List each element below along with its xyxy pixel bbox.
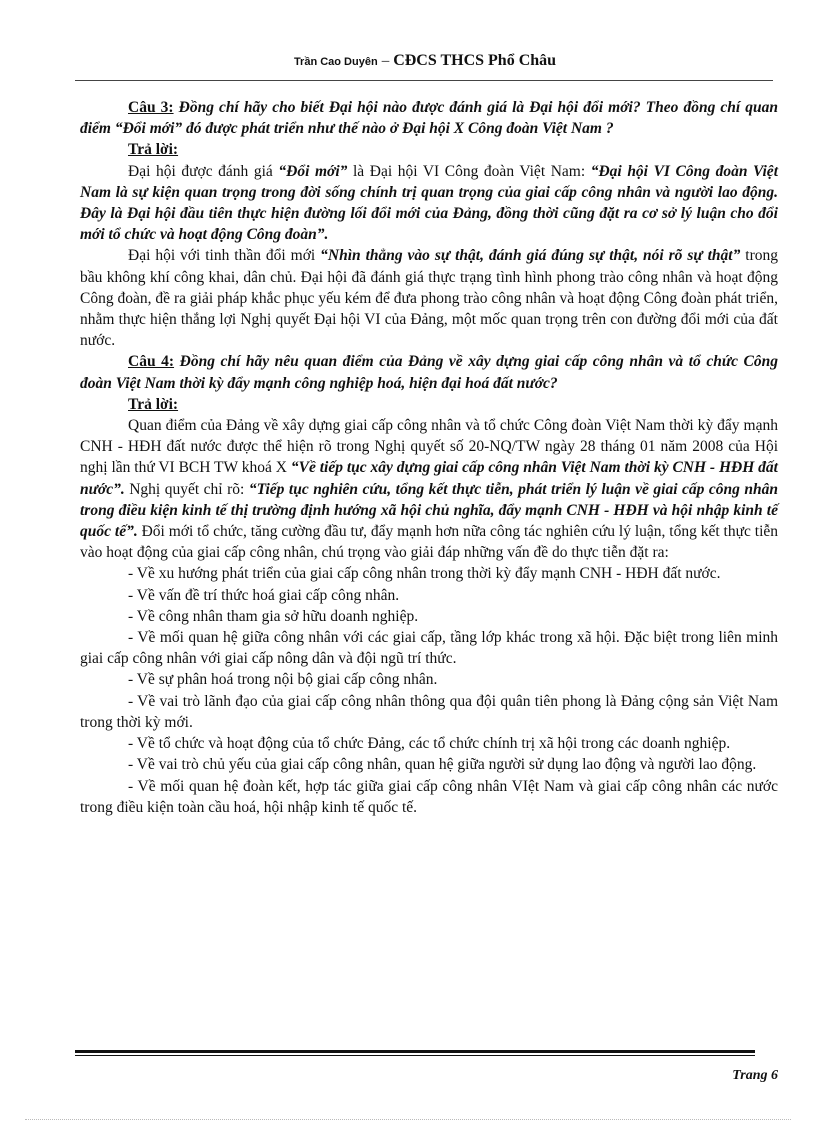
answer-3-heading — [128, 139, 778, 160]
question-4-text: Đồng chí hãy nêu quan điểm của Đảng về xây dựng giai cấp công nhân và tổ chức Công đoàn Việt Nam thời kỳ đẩy mạnh công nghiệp hoá, hiện đại hoá đất nước? — [80, 353, 779, 392]
text-run: Nghị quyết chỉ rõ: — [124, 480, 249, 498]
header-divider — [75, 80, 773, 81]
footer-divider-thick — [75, 1050, 755, 1053]
answer-4-paragraph-1 — [80, 415, 778, 563]
text-run-emphasis: “Đại hội VI Công đoàn Việt Nam là sự kiện quan trọng trong đời sống chính trị quan trọng của giai cấp công nhân và người lao động. Đây là Đại hội đầu tiên thực hiện đường lối đổi mới của Đảng, đồng thời cũng đặt ra cơ sở lý luận cho đổi mới tổ chức và hoạt động Công đoàn”. — [80, 162, 778, 244]
bullet-item: - Về mối quan hệ giữa công nhân với các giai cấp, tầng lớp khác trong xã hội. Đặc biệt trong liên minh giai cấp công nhân với giai cấp nông dân và đội ngũ trí thức. — [80, 629, 778, 668]
bullet-item: - Về vai trò chủ yếu của giai cấp công nhân, quan hệ giữa người sử dụng lao động và người lao động. — [128, 756, 757, 774]
answer-3-paragraph-1 — [80, 161, 778, 246]
footer-divider-thin — [75, 1055, 755, 1056]
page-header — [75, 52, 775, 70]
text-run: Đổi mới tổ chức, tăng cường đầu tư, đẩy mạnh hơn nữa công tác nghiên cứu lý luận, tổng kết thực tiễn vào hoạt động của giai cấp công nhân, chú trọng vào giải đáp những vấn đề do thực tiễn đặt ra: — [80, 523, 779, 562]
page-edge-dots — [25, 1119, 791, 1120]
question-3 — [80, 97, 778, 139]
bullet-item: - Về vấn đề trí thức hoá giai cấp công nhân. — [128, 586, 400, 604]
bullet-item: - Về sự phân hoá trong nội bộ giai cấp công nhân. — [128, 671, 438, 689]
question-3-text: Đồng chí hãy cho biết Đại hội nào được đánh giá là Đại hội đổi mới? Theo đồng chí quan điểm “Đổi mới” đó được phát triển như thế nào ở Đại hội X Công đoàn Việt Nam ? — [80, 99, 778, 138]
bullet-item: - Về vai trò lãnh đạo của giai cấp công nhân thông qua đội quân tiên phong là Đảng cộng sản Việt Nam trong thời kỳ mới. — [80, 692, 778, 731]
page-number: Trang 6 — [732, 1068, 778, 1083]
text-run-emphasis: “Về tiếp tục xây dựng giai cấp công nhân Việt Nam thời kỳ CNH - HĐH đất nước”. — [80, 459, 778, 498]
text-run: là Đại hội VI Công đoàn Việt Nam: — [347, 162, 591, 180]
header-school: CĐCS THCS Phổ Châu — [393, 52, 557, 69]
text-run: Đại hội được đánh giá — [128, 162, 279, 180]
text-run-emphasis: “Đổi mới” — [278, 162, 348, 180]
text-run-emphasis: “Nhìn thẳng vào sự thật, đánh giá đúng sự thật, nói rõ sự thật” — [320, 247, 741, 265]
page-content — [80, 97, 778, 818]
text-run-emphasis: “Tiếp tục nghiên cứu, tổng kết thực tiễn, phát triển lý luận về giai cấp công nhân trong điều kiện kinh tế thị trường định hướng xã hội chủ nghĩa, đẩy mạnh CNH - HĐH và hội nhập kinh tế quốc tế”. — [80, 480, 778, 541]
bullet-item: - Về xu hướng phát triển của giai cấp công nhân trong thời kỳ đẩy mạnh CNH - HĐH đất nước. — [128, 565, 721, 583]
bullet-item: - Về tổ chức và hoạt động của tổ chức Đảng, các tổ chức chính trị xã hội trong các doanh nghiệp. — [128, 735, 731, 753]
text-run: trong bầu không khí công khai, dân chủ. Đại hội đã đánh giá thực trạng tình hình phong trào công nhân và hoạt động Công đoàn, đề ra giải pháp khắc phục yếu kém để đưa phong trào công nhân và hoạt động Công đoàn phát triển, nhằm thực hiện thắng lợi Nghị quyết Đại hội VI của Đảng, một mốc quan trọng trên con đường đổi mới của đất nước. — [80, 247, 778, 350]
answer-3-label: Trả lời: — [128, 141, 179, 159]
text-run: Đại hội với tinh thần đổi mới — [128, 247, 321, 265]
bullet-item: - Về công nhân tham gia sở hữu doanh nghiệp. — [128, 607, 419, 625]
answer-3-paragraph-2 — [80, 245, 778, 351]
header-author: Trần Cao Duyên — [293, 56, 378, 68]
bullet-item: - Về mối quan hệ đoàn kết, hợp tác giữa giai cấp công nhân VIệt Nam và giai cấp công nhân các nước trong điều kiện toàn cầu hoá, hội nhập kinh tế quốc tế. — [80, 777, 778, 816]
question-4 — [80, 351, 778, 393]
header-dash: – — [381, 53, 390, 69]
answer-4-label: Trả lời: — [128, 395, 179, 413]
question-4-label: Câu 4: — [128, 353, 175, 371]
answer-4-heading — [128, 394, 778, 415]
question-3-label: Câu 3: — [128, 99, 174, 116]
text-run: Quan điểm của Đảng về xây dựng giai cấp công nhân và tổ chức Công đoàn Việt Nam thời kỳ đẩy mạnh CNH - HĐH đất nước được thể hiện rõ trong Nghị quyết số 20-NQ/TW ngày 28 tháng 01 năm 2008 của Hội nghị lần thứ VI BCH TW khoá X — [80, 417, 778, 477]
